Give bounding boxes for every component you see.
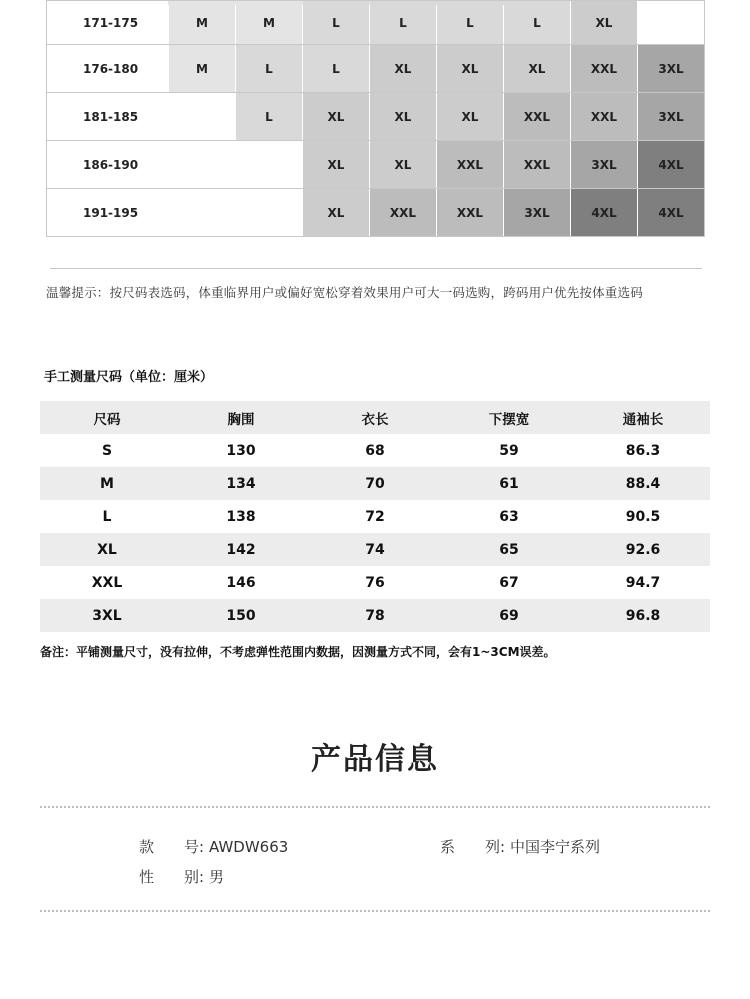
series-key: 系 列: [440,838,506,856]
height-range-label: 176-180 [47,45,168,92]
size-recommendation-grid [46,0,705,237]
height-range-label: 181-185 [47,93,168,140]
measurement-cell: 88.4 [625,475,661,492]
measurement-header-row [40,401,710,434]
measurement-row [40,434,710,467]
size-cell: XXL [437,189,503,236]
measurement-row [40,467,710,500]
size-cell [236,189,302,236]
size-tip: 温馨提示：按尺码表选码，体重临界用户或偏好宽松穿着效果用户可大一码选购，跨码用户优先按体重选码 [46,285,643,300]
style-key: 款 号: [139,838,205,856]
size-cell: XXL [571,45,637,92]
measurement-header-cell: 通袖长 [622,411,664,428]
size-grid-row [47,0,704,44]
size-cell: XL [504,45,570,92]
measurement-header-cell: 下摆宽 [488,411,530,428]
size-cell: 4XL [638,141,704,188]
size-cell [236,141,302,188]
gender-key: 性 别: [139,868,205,886]
size-cell: M [169,45,235,92]
size-cell: L [236,93,302,140]
size-cell: 4XL [638,189,704,236]
size-grid-row [47,92,704,140]
size-cell: XL [303,189,369,236]
size-grid-row [47,188,704,236]
size-cell [169,189,235,236]
size-cell: XL [437,45,503,92]
measurement-cell: 138 [226,508,256,525]
size-cell: XXL [504,141,570,188]
measurement-header-cell: 衣长 [361,411,389,428]
size-cell: L [303,45,369,92]
measurement-cell: 65 [499,541,519,558]
size-cell: L [437,1,503,44]
measurement-row [40,566,710,599]
measurement-cell: XL [97,541,117,558]
size-cell: 3XL [638,45,704,92]
size-cell: XXL [370,189,436,236]
size-cell [169,141,235,188]
measurement-cell: M [100,475,114,492]
divider [50,268,702,269]
size-cell: XL [571,1,637,44]
measurement-cell: 74 [365,541,385,558]
product-info-title: 产品信息 [311,742,439,777]
size-cell: 4XL [571,189,637,236]
measurement-cell: 146 [226,574,256,591]
measurement-cell: 142 [226,541,256,558]
measurement-note: 备注：平铺测量尺寸，没有拉伸，不考虑弹性范围内数据，因测量方式不同，会有1~3CM误差。 [40,645,556,659]
measurement-cell: 150 [226,607,256,624]
dotted-divider-bottom [40,910,710,912]
measurement-cell: 67 [499,574,519,591]
size-cell: XL [303,93,369,140]
style-value: AWDW663 [209,838,289,856]
measurement-header-cell: 胸围 [227,411,255,428]
height-range-label: 191-195 [47,189,168,236]
measurement-cell: 76 [365,574,385,591]
size-cell: XXL [504,93,570,140]
size-grid-row [47,44,704,92]
measurement-cell: 63 [499,508,519,525]
gender-value: 男 [209,868,225,886]
measurement-cell: S [101,442,113,459]
size-cell: L [370,1,436,44]
measurement-cell: 94.7 [625,574,661,591]
measurement-cell: 90.5 [625,508,661,525]
measurement-cell: 86.3 [625,442,661,459]
measurement-cell: 59 [499,442,519,459]
size-cell: XXL [437,141,503,188]
measurement-cell: 78 [365,607,385,624]
measurement-cell: 61 [499,475,519,492]
size-cell: 3XL [571,141,637,188]
size-cell: XL [370,93,436,140]
size-cell: XXL [571,93,637,140]
height-range-label: 171-175 [47,1,168,44]
size-cell: XL [370,45,436,92]
measurement-cell: XXL [91,574,123,591]
measurement-cell: 3XL [92,607,122,624]
measurement-cell: L [102,508,112,525]
measurement-cell: 92.6 [625,541,661,558]
measurement-cell: 130 [226,442,256,459]
measurement-cell: 134 [226,475,256,492]
size-cell: M [169,1,235,44]
next-section-heading-fragment [300,990,450,999]
product-gender-row [139,866,224,887]
measurement-row [40,533,710,566]
size-cell: XL [437,93,503,140]
product-style-row [139,836,288,857]
size-grid-row [47,140,704,188]
measurement-cell: 68 [365,442,385,459]
size-cell: XL [370,141,436,188]
series-value: 中国李宁系列 [510,838,601,856]
product-series-row [440,836,600,857]
measurement-row [40,599,710,632]
size-cell [638,1,704,44]
measurement-cell: 72 [365,508,385,525]
size-cell: M [236,1,302,44]
size-cell: L [236,45,302,92]
measurement-cell: 70 [365,475,385,492]
measurement-row [40,500,710,533]
size-cell [169,93,235,140]
size-cell: L [303,1,369,44]
size-cell: 3XL [638,93,704,140]
height-range-label: 186-190 [47,141,168,188]
measurement-cell: 96.8 [625,607,661,624]
measurement-cell: 69 [499,607,519,624]
measurement-table [40,401,710,632]
size-cell: L [504,1,570,44]
measurement-header-cell: 尺码 [93,411,121,428]
size-cell: 3XL [504,189,570,236]
measurement-table-title: 手工测量尺码（单位：厘米） [44,370,214,385]
dotted-divider-top [40,806,710,808]
size-cell: XL [303,141,369,188]
